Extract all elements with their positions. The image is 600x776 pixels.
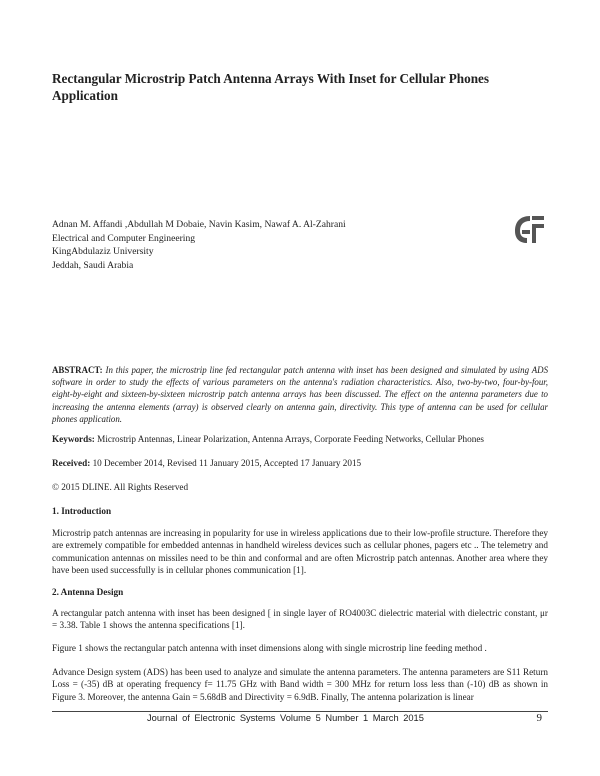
received-dates <box>52 457 548 469</box>
keywords <box>52 433 548 445</box>
introduction-text: Microstrip patch antennas are increasing in popularity for use in wireless applications due to their low-profile structure. Therefore they are extremely compatible for embedded antennas in handheld wireless devices such as cellular phones, pagers etc .. The telemetry and communication antennas on missiles need to be thin and conformal and are often Microstrip patch antennas. Another area where they have been used successfully is in cellular phones communication [1]. <box>52 528 548 576</box>
page-number: 9 <box>536 712 542 724</box>
section-heading-antenna-design: 2. Antenna Design <box>52 587 124 597</box>
author-block <box>52 218 492 272</box>
footer-divider <box>52 711 548 712</box>
section-heading-introduction: 1. Introduction <box>52 506 112 516</box>
keywords-text: Microstrip Antennas, Linear Polarization, Antenna Arrays, Corporate Feeding Networks, Cellular Phones <box>97 434 484 444</box>
footer-journal-info: Journal of Electronic Systems Volume 5 Number 1 March 2015 <box>147 713 424 723</box>
abstract-label: ABSTRACT: <box>52 365 103 375</box>
received-text: 10 December 2014, Revised 11 January 2015, Accepted 17 January 2015 <box>92 458 362 468</box>
copyright: © 2015 DLINE. All Rights Reserved <box>52 482 189 492</box>
page-footer <box>52 713 548 727</box>
keywords-label: Keywords: <box>52 434 95 444</box>
antenna-design-paragraph-3: Advance Design system (ADS) has been used to analyze and simulate the antenna parameters. The antenna parameters are S11 Return Loss = (-35) dB at operating frequency f= 11.75 GHz with Band width = 300 MHz for return loss less than (-10) dB as shown in Figure 3. Moreover, the antenna Gain = 5.68dB and Directivity = 6.9dB. Finally, The antenna polarization is linear <box>52 667 548 702</box>
abstract <box>52 364 548 425</box>
author-names: Adnan M. Affandi ,Abdullah M Dobaie, Navin Kasim, Nawaf A. Al-Zahrani <box>52 219 346 230</box>
author-department: Electrical and Computer Engineering <box>52 232 196 244</box>
paper-title: Rectangular Microstrip Patch Antenna Arrays With Inset for Cellular Phones Application <box>52 71 490 103</box>
author-university: KingAbdulaziz University <box>52 246 154 258</box>
journal-logo-icon <box>512 212 546 246</box>
abstract-text: In this paper, the microstrip line fed rectangular patch antenna with inset has been designed and simulated by using ADS software in order to study the effects of various parameters on the antenna's radiation characteristics. Also, two-by-two, four-by-four, eight-by-eight and sixteen-by-sixteen microstrip patch antenna arrays has been discussed. The effect on the antenna parameters due to increasing the antenna elements (array) is observed clearly on antenna gain, directivity. This type of antenna can be used for cellular phones application. <box>52 365 549 424</box>
author-location: Jeddah, Saudi Arabia <box>52 259 134 271</box>
antenna-design-paragraph-2: Figure 1 shows the rectangular patch antenna with inset dimensions along with single microstrip line feeding method . <box>52 643 487 653</box>
received-label: Received: <box>52 458 91 468</box>
antenna-design-paragraph-1: A rectangular patch antenna with inset has been designed [ in single layer of RO4003C dielectric material with dielectric constant, μr = 3.38. Table 1 shows the antenna specifications [1]. <box>52 608 548 631</box>
